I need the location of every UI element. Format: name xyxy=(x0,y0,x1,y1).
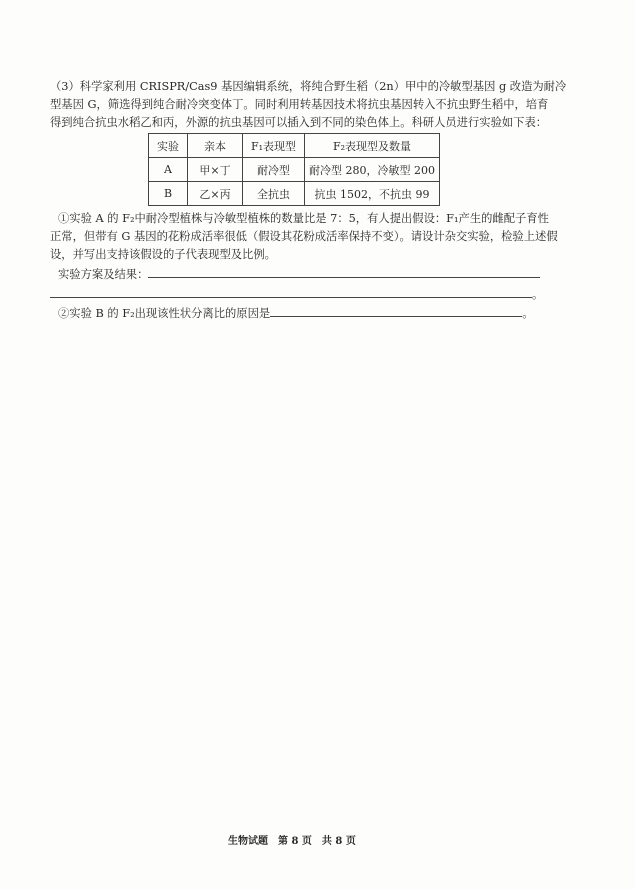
table-cell: 抗虫 1502，不抗虫 99 xyxy=(305,182,440,206)
table-cell: 耐冷型 xyxy=(243,158,305,182)
table-cell: 甲×丁 xyxy=(188,158,243,182)
table-header-row xyxy=(149,134,440,158)
table-cell: 全抗虫 xyxy=(243,182,305,206)
q1-answer-row-2 xyxy=(50,287,543,302)
q2-text: ②实验 B 的 F₂出现该性状分离比的原因是 xyxy=(58,307,271,320)
period: 。 xyxy=(532,288,544,301)
header-cell: 亲本 xyxy=(188,134,243,158)
q1-line-1: ①实验 A 的 F₂中耐冷型植株与冷敏型植株的数量比是 7：5，有人提出假设：F₁产生的雌配子育性 xyxy=(58,212,549,225)
answer-blank-3[interactable] xyxy=(270,306,522,317)
table-row xyxy=(149,158,440,182)
header-cell: F₂表现型及数量 xyxy=(305,134,440,158)
header-cell: 实验 xyxy=(149,134,188,158)
experiment-table xyxy=(148,133,440,206)
q1-answer-label: 实验方案及结果： xyxy=(58,268,149,281)
table-cell: A xyxy=(149,158,188,182)
answer-blank-2[interactable] xyxy=(50,287,532,298)
q1-line-2: 正常，但带有 G 基因的花粉成活率很低（假设其花粉成活率保持不变）。请设计杂交实验，检验上述假 xyxy=(50,230,558,243)
q1-answer-row xyxy=(58,267,540,282)
table-cell: 耐冷型 280，冷敏型 200 xyxy=(305,158,440,182)
table-row xyxy=(149,182,440,206)
answer-blank-1[interactable] xyxy=(148,267,540,278)
header-cell: F₁表现型 xyxy=(243,134,305,158)
q2-row xyxy=(58,306,534,321)
intro-line-2: 型基因 G，筛选得到纯合耐冷突变体丁。同时利用转基因技术将抗虫基因转入不抗虫野生稻中，培育 xyxy=(50,98,549,111)
table-cell: 乙×丙 xyxy=(188,182,243,206)
q1-line-3: 设，并写出支持该假设的子代表现型及比例。 xyxy=(50,248,276,261)
period: 。 xyxy=(522,307,534,320)
intro-line-3: 得到纯合抗虫水稻乙和丙，外源的抗虫基因可以插入到不同的染色体上。科研人员进行实验如下表： xyxy=(50,116,548,129)
table-cell: B xyxy=(149,182,188,206)
intro-line-1: （3）科学家利用 CRISPR/Cas9 基因编辑系统，将纯合野生稻（2n）甲中的冷敏型基因 g 改造为耐冷 xyxy=(50,80,567,93)
page-footer: 生物试题 第 8 页 共 8 页 xyxy=(228,836,356,847)
